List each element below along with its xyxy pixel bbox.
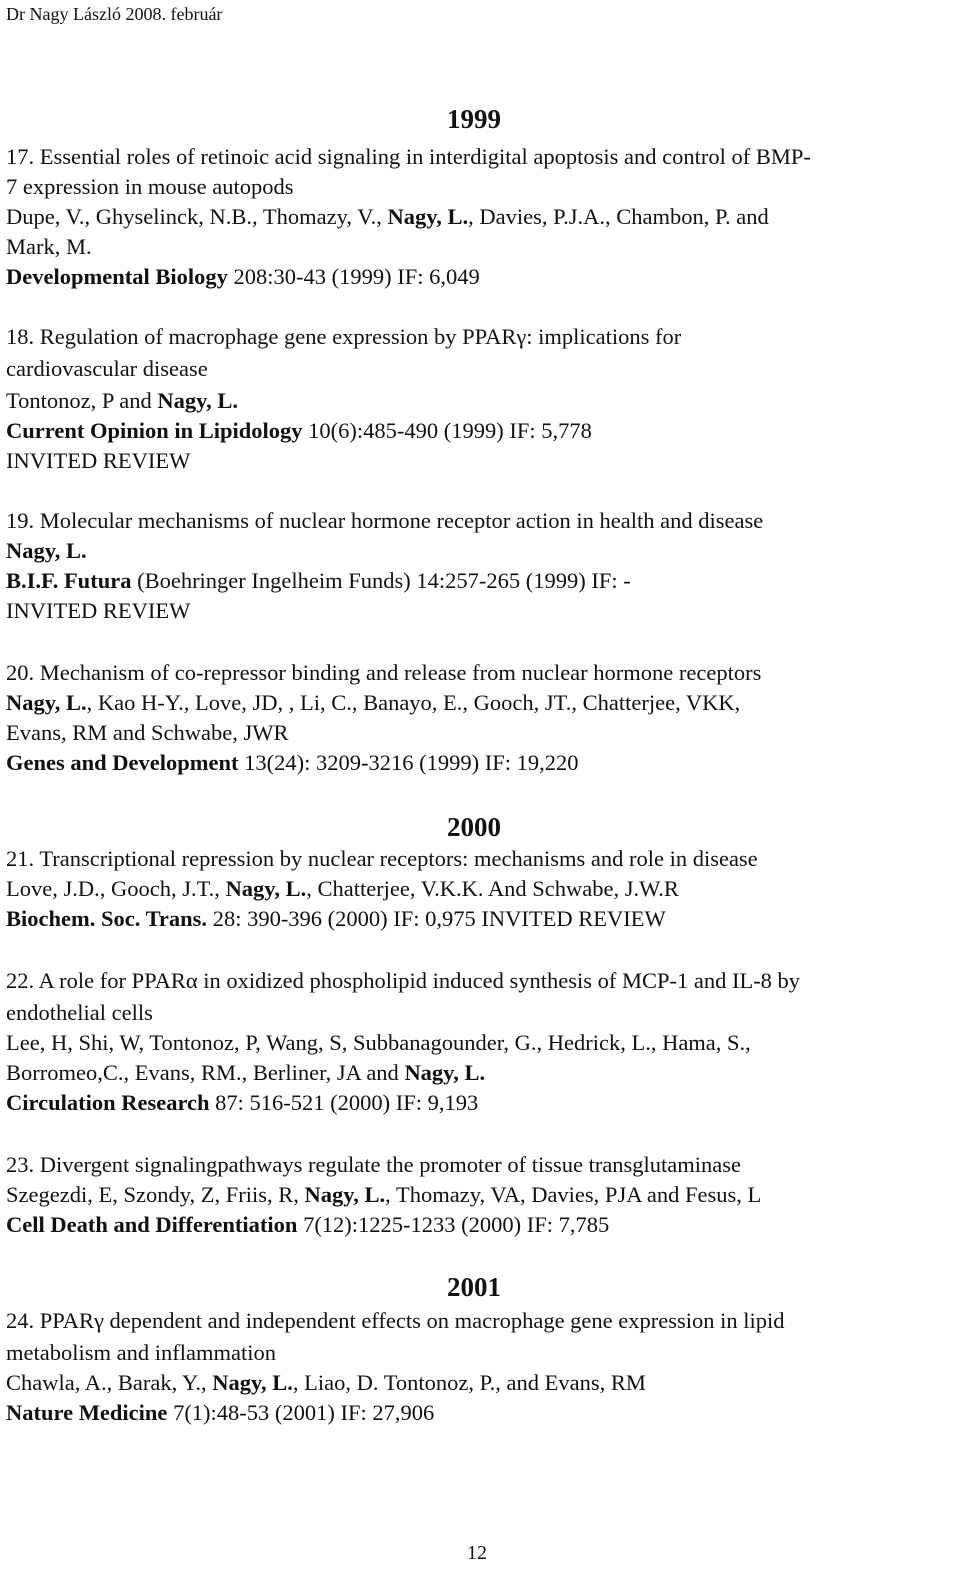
journal-name: Biochem. Soc. Trans. [6,906,208,931]
journal-name: Cell Death and Differentiation [6,1212,298,1237]
entry-20-authors-line-1 [6,688,740,718]
entry-22-citation [6,1088,478,1118]
highlighted-author: Nagy, L. [304,1182,386,1207]
authors-text: Chawla, A., Barak, Y., [6,1370,213,1395]
entry-22-title-line-2: endothelial cells [6,1000,153,1025]
entry-18-citation [6,416,592,446]
entry-22-title-line-1: 22. A role for PPARα in oxidized phospholipid induced synthesis of MCP-1 and IL-8 by [6,968,801,993]
authors-text: , Kao H-Y., Love, JD, , Li, C., Banayo, E., Gooch, JT., Chatterjee, VKK, [86,690,741,715]
entry-19-note: INVITED REVIEW [6,598,191,623]
entry-17-authors-line-1 [6,202,769,232]
authors-text: , Thomazy, VA, Davies, PJA and Fesus, L [385,1182,762,1207]
journal-name: Developmental Biology [6,264,228,289]
authors-text: Tontonoz, P and [6,388,158,413]
entry-22-authors-line-1: Lee, H, Shi, W, Tontonoz, P, Wang, S, Subbanagounder, G., Hedrick, L., Hama, S., [6,1030,751,1055]
journal-name: Current Opinion in Lipidology [6,418,303,443]
entry-18-title-line-1: 18. Regulation of macrophage gene expression by PPARγ: implications for [6,324,682,349]
entry-24-authors [6,1368,646,1398]
authors-text: Szegezdi, E, Szondy, Z, Friis, R, [6,1182,305,1207]
entry-19-citation [6,566,631,596]
entry-21-title: 21. Transcriptional repression by nuclear receptors: mechanisms and role in disease [6,846,758,871]
entry-20-citation [6,748,578,778]
entry-19-title: 19. Molecular mechanisms of nuclear hormone receptor action in health and disease [6,508,764,533]
year-heading-2000: 2000 [447,812,501,842]
entry-21-authors [6,874,679,904]
year-heading-1999: 1999 [447,104,501,134]
entry-17-title-line-1: 17. Essential roles of retinoic acid signaling in interdigital apoptosis and control of BMP- [6,144,811,169]
authors-text: , Chatterjee, V.K.K. And Schwabe, J.W.R [306,876,679,901]
entry-18-title-line-2: cardiovascular disease [6,356,208,381]
journal-name: Circulation Research [6,1090,210,1115]
highlighted-author: Nagy, L. [157,388,238,413]
entry-24-citation [6,1398,434,1428]
citation-details: 87: 516-521 (2000) IF: 9,193 [209,1090,479,1115]
entry-24-title-line-2: metabolism and inflammation [6,1340,276,1365]
authors-text: Borromeo,C., Evans, RM., Berliner, JA and [6,1060,405,1085]
citation-details: 7(12):1225-1233 (2000) IF: 7,785 [297,1212,610,1237]
entry-18-authors [6,386,238,416]
entry-20-title: 20. Mechanism of co-repressor binding and release from nuclear hormone receptors [6,660,762,685]
entry-22-authors-line-2 [6,1058,485,1088]
year-heading-2001: 2001 [447,1272,501,1302]
entry-23-title: 23. Divergent signalingpathways regulate the promoter of tissue transglutaminase [6,1152,742,1177]
entry-19-authors: Nagy, L. [6,538,87,563]
highlighted-author: Nagy, L. [6,690,87,715]
authors-text: , Davies, P.J.A., Chambon, P. and [468,204,769,229]
highlighted-author: Nagy, L. [404,1060,486,1085]
citation-details: 10(6):485-490 (1999) IF: 5,778 [302,418,592,443]
citation-details: 7(1):48-53 (2001) IF: 27,906 [167,1400,435,1425]
highlighted-author: Nagy, L. [387,204,469,229]
page-header: Dr Nagy László 2008. február [6,4,223,24]
entry-18-note: INVITED REVIEW [6,448,191,473]
citation-details: 208:30-43 (1999) IF: 6,049 [227,264,480,289]
authors-text: , Liao, D. Tontonoz, P., and Evans, RM [292,1370,646,1395]
page-number: 12 [467,1542,487,1564]
entry-17-title-line-2: 7 expression in mouse autopods [6,174,294,199]
citation-details: 13(24): 3209-3216 (1999) IF: 19,220 [238,750,579,775]
entry-17-authors-line-2: Mark, M. [6,234,92,259]
journal-name: B.I.F. Futura [6,568,132,593]
highlighted-author: Nagy, L. [212,1370,293,1395]
entry-23-citation [6,1210,609,1240]
authors-text: Dupe, V., Ghyselinck, N.B., Thomazy, V., [6,204,388,229]
authors-text: Love, J.D., Gooch, J.T., [6,876,226,901]
citation-details: 28: 390-396 (2000) IF: 0,975 INVITED REVIEW [207,906,666,931]
entry-21-citation [6,904,666,934]
entry-23-authors [6,1180,761,1210]
highlighted-author: Nagy, L. [225,876,307,901]
journal-name: Genes and Development [6,750,239,775]
entry-20-authors-line-2: Evans, RM and Schwabe, JWR [6,720,289,745]
journal-name: Nature Medicine [6,1400,168,1425]
entry-24-title-line-1: 24. PPARγ dependent and independent effects on macrophage gene expression in lipid [6,1308,785,1333]
entry-17-citation [6,262,480,292]
citation-details: (Boehringer Ingelheim Funds) 14:257-265 (1999) IF: - [131,568,631,593]
